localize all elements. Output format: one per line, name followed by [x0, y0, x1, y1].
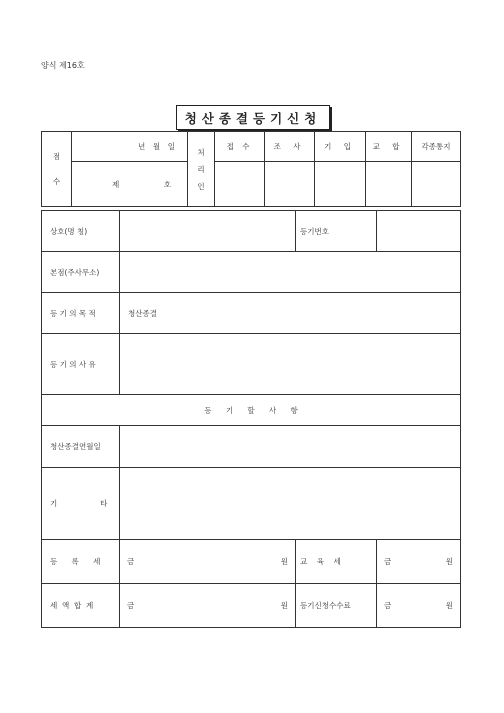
- purpose-label: 등 기 의 목 적: [42, 293, 120, 334]
- fee-label: 등기신청수수료: [296, 583, 377, 627]
- processor-label: [188, 132, 215, 207]
- step-collation-header: 교 합: [366, 132, 412, 162]
- step-notice-header: 각종통지: [412, 132, 461, 162]
- other-label: 기 타: [42, 467, 120, 539]
- step-collation-stamp[interactable]: [366, 162, 412, 207]
- fee-prefix: 금: [384, 600, 392, 610]
- application-table: [41, 210, 461, 628]
- completion-date-field[interactable]: [120, 426, 461, 467]
- receipt-number-suffix: 호: [163, 179, 171, 189]
- other-field[interactable]: [120, 467, 461, 539]
- processor-label-1: 처: [197, 147, 205, 157]
- registration-tax-label: 등 록 세: [42, 539, 120, 583]
- head-office-label: 본점(주사무소): [42, 252, 120, 293]
- education-tax-suffix: 원: [445, 556, 453, 566]
- receipt-number-prefix: 제: [112, 179, 120, 189]
- receipt-year: 년: [138, 142, 146, 151]
- trade-name-field[interactable]: [120, 211, 296, 252]
- total-tax-prefix: 금: [127, 600, 135, 610]
- form-title: 청산종결등기신청: [176, 105, 330, 130]
- total-tax-label: 세 액 합 계: [42, 583, 120, 627]
- step-receipt-header: 접 수: [215, 132, 265, 162]
- form-number: 양식 제16호: [41, 61, 85, 70]
- education-tax-label: 교 육 세: [296, 539, 377, 583]
- step-review-header: 조 사: [265, 132, 315, 162]
- registration-tax-field[interactable]: [120, 539, 296, 583]
- registration-tax-prefix: 금: [127, 556, 135, 566]
- receipt-day: 일: [167, 142, 175, 151]
- reason-label: 등 기 의 사 유: [42, 334, 120, 395]
- education-tax-field[interactable]: [377, 539, 461, 583]
- processor-label-2: 리: [197, 164, 205, 174]
- completion-date-label: 청산종결연월일: [42, 426, 120, 467]
- receipt-label: [42, 132, 72, 207]
- registration-number-field[interactable]: [377, 211, 461, 252]
- step-review-stamp[interactable]: [265, 162, 315, 207]
- matters-heading: 등 기 할 사 항: [42, 395, 461, 426]
- fee-suffix: 원: [445, 600, 453, 610]
- trade-name-label: 상호(명 칭): [42, 211, 120, 252]
- processor-label-3: 인: [197, 181, 205, 191]
- step-entry-header: 기 입: [315, 132, 366, 162]
- reason-field[interactable]: [120, 334, 461, 395]
- step-receipt-stamp[interactable]: [215, 162, 265, 207]
- receipt-label-top: 점: [52, 152, 61, 161]
- receipt-date-cell[interactable]: [72, 132, 188, 162]
- step-notice-stamp[interactable]: [412, 162, 461, 207]
- total-tax-field[interactable]: [120, 583, 296, 627]
- registration-number-label: 등기번호: [296, 211, 377, 252]
- fee-field[interactable]: [377, 583, 461, 627]
- purpose-field[interactable]: 청산종결: [120, 293, 461, 334]
- head-office-field[interactable]: [120, 252, 461, 293]
- registration-tax-suffix: 원: [280, 556, 288, 566]
- receipt-number-cell[interactable]: [72, 162, 188, 207]
- step-entry-stamp[interactable]: [315, 162, 366, 207]
- receipt-label-bottom: 수: [52, 177, 61, 186]
- total-tax-suffix: 원: [280, 600, 288, 610]
- receipt-month: 월: [152, 142, 161, 151]
- education-tax-prefix: 금: [384, 556, 392, 566]
- receipt-table: [41, 131, 461, 207]
